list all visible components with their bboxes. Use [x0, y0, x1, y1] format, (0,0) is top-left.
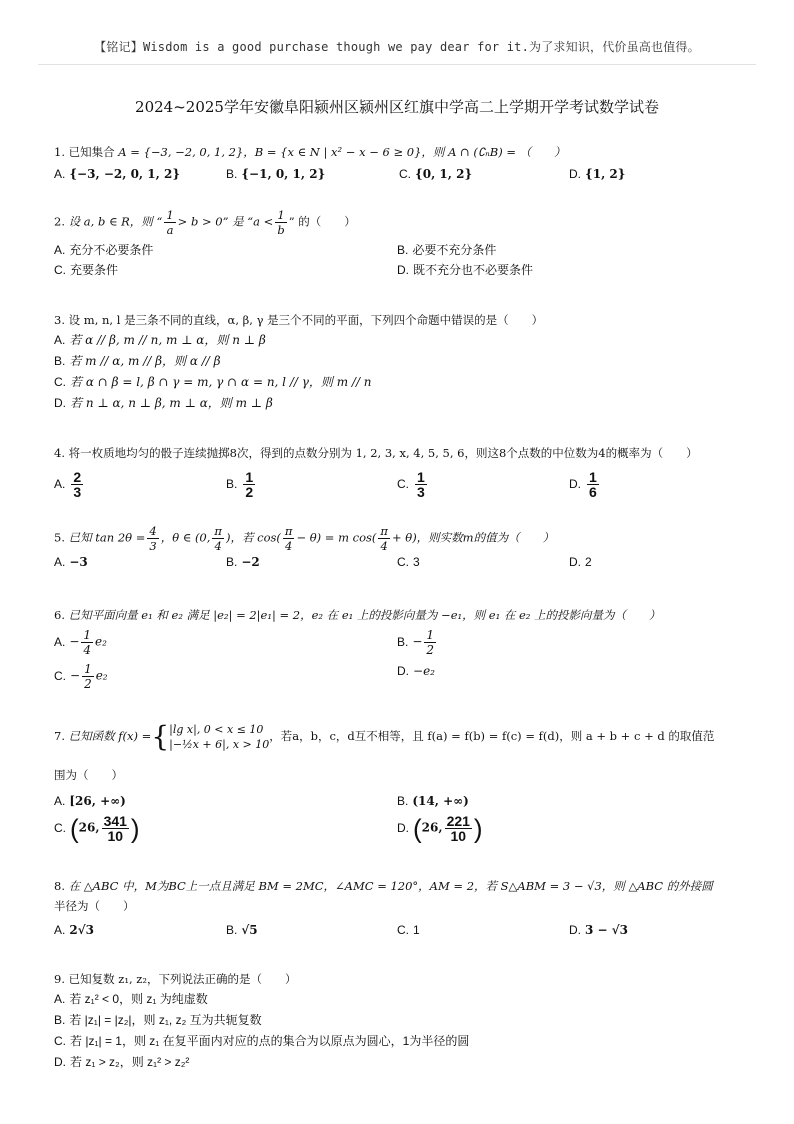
- option-a: A. [26, +∞): [54, 794, 126, 808]
- question-stem: 9. 已知复数 z₁, z₂，下列说法正确的是（ ）: [54, 972, 297, 986]
- question-stem: 3. 设 m, n, l 是三条不同的直线，α, β, γ 是三个不同的平面，下列四个命题中错误的是（ ）: [54, 313, 544, 327]
- option-d: D. −e₂: [397, 664, 435, 678]
- question-stem-cont: 围为（ ）: [54, 768, 123, 782]
- question-8: [54, 877, 754, 935]
- option-a: A. − $\frac{1}{4}$ e₂: [54, 628, 107, 657]
- option-a: A. 2√3: [54, 923, 94, 937]
- option-c: C. 3: [397, 555, 420, 569]
- option-a: A. 若 α // β, m // n, m ⊥ α，则 n ⊥ β: [54, 333, 266, 347]
- question-7: [54, 722, 754, 854]
- option-b: B. 若 m // α, m // β，则 α // β: [54, 354, 221, 368]
- option-a: A. 若 z₁² < 0，则 z₁ 为纯虚数: [54, 992, 208, 1006]
- option-a: A. $\frac{2}{3}$: [54, 469, 82, 500]
- option-c: C. $\frac{1}{3}$: [397, 469, 425, 500]
- option-b: B. − $\frac{1}{2}$: [397, 628, 435, 657]
- option-c: C. 1: [397, 923, 420, 937]
- question-2: [54, 208, 754, 279]
- option-a: A. 充分不必要条件: [54, 243, 154, 257]
- option-c: C. 若 |z₁| = 1，则 z₁ 在复平面内对应的点的集合为以原点为圆心，1为半径的圆: [54, 1034, 470, 1048]
- option-d: D. 若 z₁ > z₂，则 z₁² > z₂²: [54, 1055, 190, 1069]
- question-stem: 1. 已知集合 A = {−3, −2, 0, 1, 2}，B = {x ∈ N | x² − x − 6 ≥ 0}，则 A ∩ (∁ₙB) = （ ）: [54, 145, 566, 159]
- question-4: [54, 444, 754, 502]
- question-6: [54, 606, 754, 690]
- option-a: A. {−3, −2, 0, 1, 2}: [54, 167, 181, 181]
- option-c: C. − $\frac{1}{2}$ e₂: [54, 662, 108, 691]
- option-b: B. √5: [226, 923, 258, 937]
- option-d: D. 3 − √3: [569, 923, 628, 937]
- option-c: C. 充要条件: [54, 263, 119, 277]
- option-b: B. 必要不充分条件: [397, 243, 497, 257]
- option-c: C. (26, $\frac{341}{10}$ ): [54, 813, 140, 844]
- question-stem-cont: 半径为（ ）: [54, 899, 135, 913]
- question-stem: 5. 已知 tan 2θ = $\frac{4}{3}$ ，θ ∈ (0, $\frac{\pi}{4}$ )，若 cos( $\frac{\pi}{4}$ − θ) = m cos( $\frac{\pi}{4}$ + θ)，则实数m的值为（ ）: [54, 524, 555, 553]
- option-b: B. {−1, 0, 1, 2}: [226, 167, 326, 181]
- question-stem: 4. 将一枚质地均匀的骰子连续抛掷8次，得到的点数分别为 1, 2, 3, x, 4, 5, 5, 6，则这8个点数的中位数为4的概率为（ ）: [54, 446, 698, 460]
- question-5: [54, 524, 754, 573]
- question-stem: 8. 在 △ABC 中，M为BC上一点且满足 BM = 2MC，∠AMC = 120°，AM = 2，若 S△ABM = 3 − √3，则 △ABC 的外接圆: [54, 879, 713, 893]
- option-c: C. {0, 1, 2}: [399, 167, 473, 181]
- option-c: C. 若 α ∩ β = l, β ∩ γ = m, γ ∩ α = n, l // γ，则 m // n: [54, 375, 372, 389]
- question-stem: 7. 已知函数 f(x) ={ |lg x|, 0 < x ≤ 10 |−½x + 6|, x > 10 ，若a，b，c，d互不相等，且 f(a) = f(b) = f(c) = f(d)，则 a + b + c + d 的取值范: [54, 720, 715, 753]
- question-3: [54, 311, 754, 409]
- header-motto: 【铭记】Wisdom is a good purchase though we pay dear for it.为了求知识，代价虽高也值得。: [94, 40, 700, 54]
- option-d: D. 2: [569, 555, 592, 569]
- exam-title: 2024~2025学年安徽阜阳颍州区颍州区红旗中学高二上学期开学考试数学试卷: [135, 98, 659, 116]
- option-d: D. $\frac{1}{6}$: [569, 469, 597, 500]
- header-divider: [38, 64, 756, 65]
- option-b: B. (14, +∞): [397, 794, 469, 808]
- question-1: [54, 143, 754, 181]
- option-d: D. 若 n ⊥ α, n ⊥ β, m ⊥ α，则 m ⊥ β: [54, 396, 273, 410]
- question-9: [54, 970, 754, 1076]
- option-b: B. 若 |z₁| = |z₂|，则 z₁, z₂ 互为共轭复数: [54, 1013, 262, 1027]
- question-stem: 2. 设 a, b ∈ R，则 “ $\frac{1}{a}$ > b > 0” 是 “a < $\frac{1}{b}$ ” 的（ ）: [54, 208, 356, 237]
- option-d: D. {1, 2}: [569, 167, 626, 181]
- option-b: B. −2: [226, 555, 260, 569]
- option-a: A. −3: [54, 555, 88, 569]
- option-d: D. 既不充分也不必要条件: [397, 263, 534, 277]
- question-stem: 6. 已知平面向量 e₁ 和 e₂ 满足 |e₂| = 2|e₁| = 2，e₂ 在 e₁ 上的投影向量为 −e₁，则 e₁ 在 e₂ 上的投影向量为（ ）: [54, 608, 661, 622]
- option-b: B. $\frac{1}{2}$: [226, 469, 254, 500]
- option-d: D. (26, $\frac{221}{10}$ ): [397, 813, 483, 844]
